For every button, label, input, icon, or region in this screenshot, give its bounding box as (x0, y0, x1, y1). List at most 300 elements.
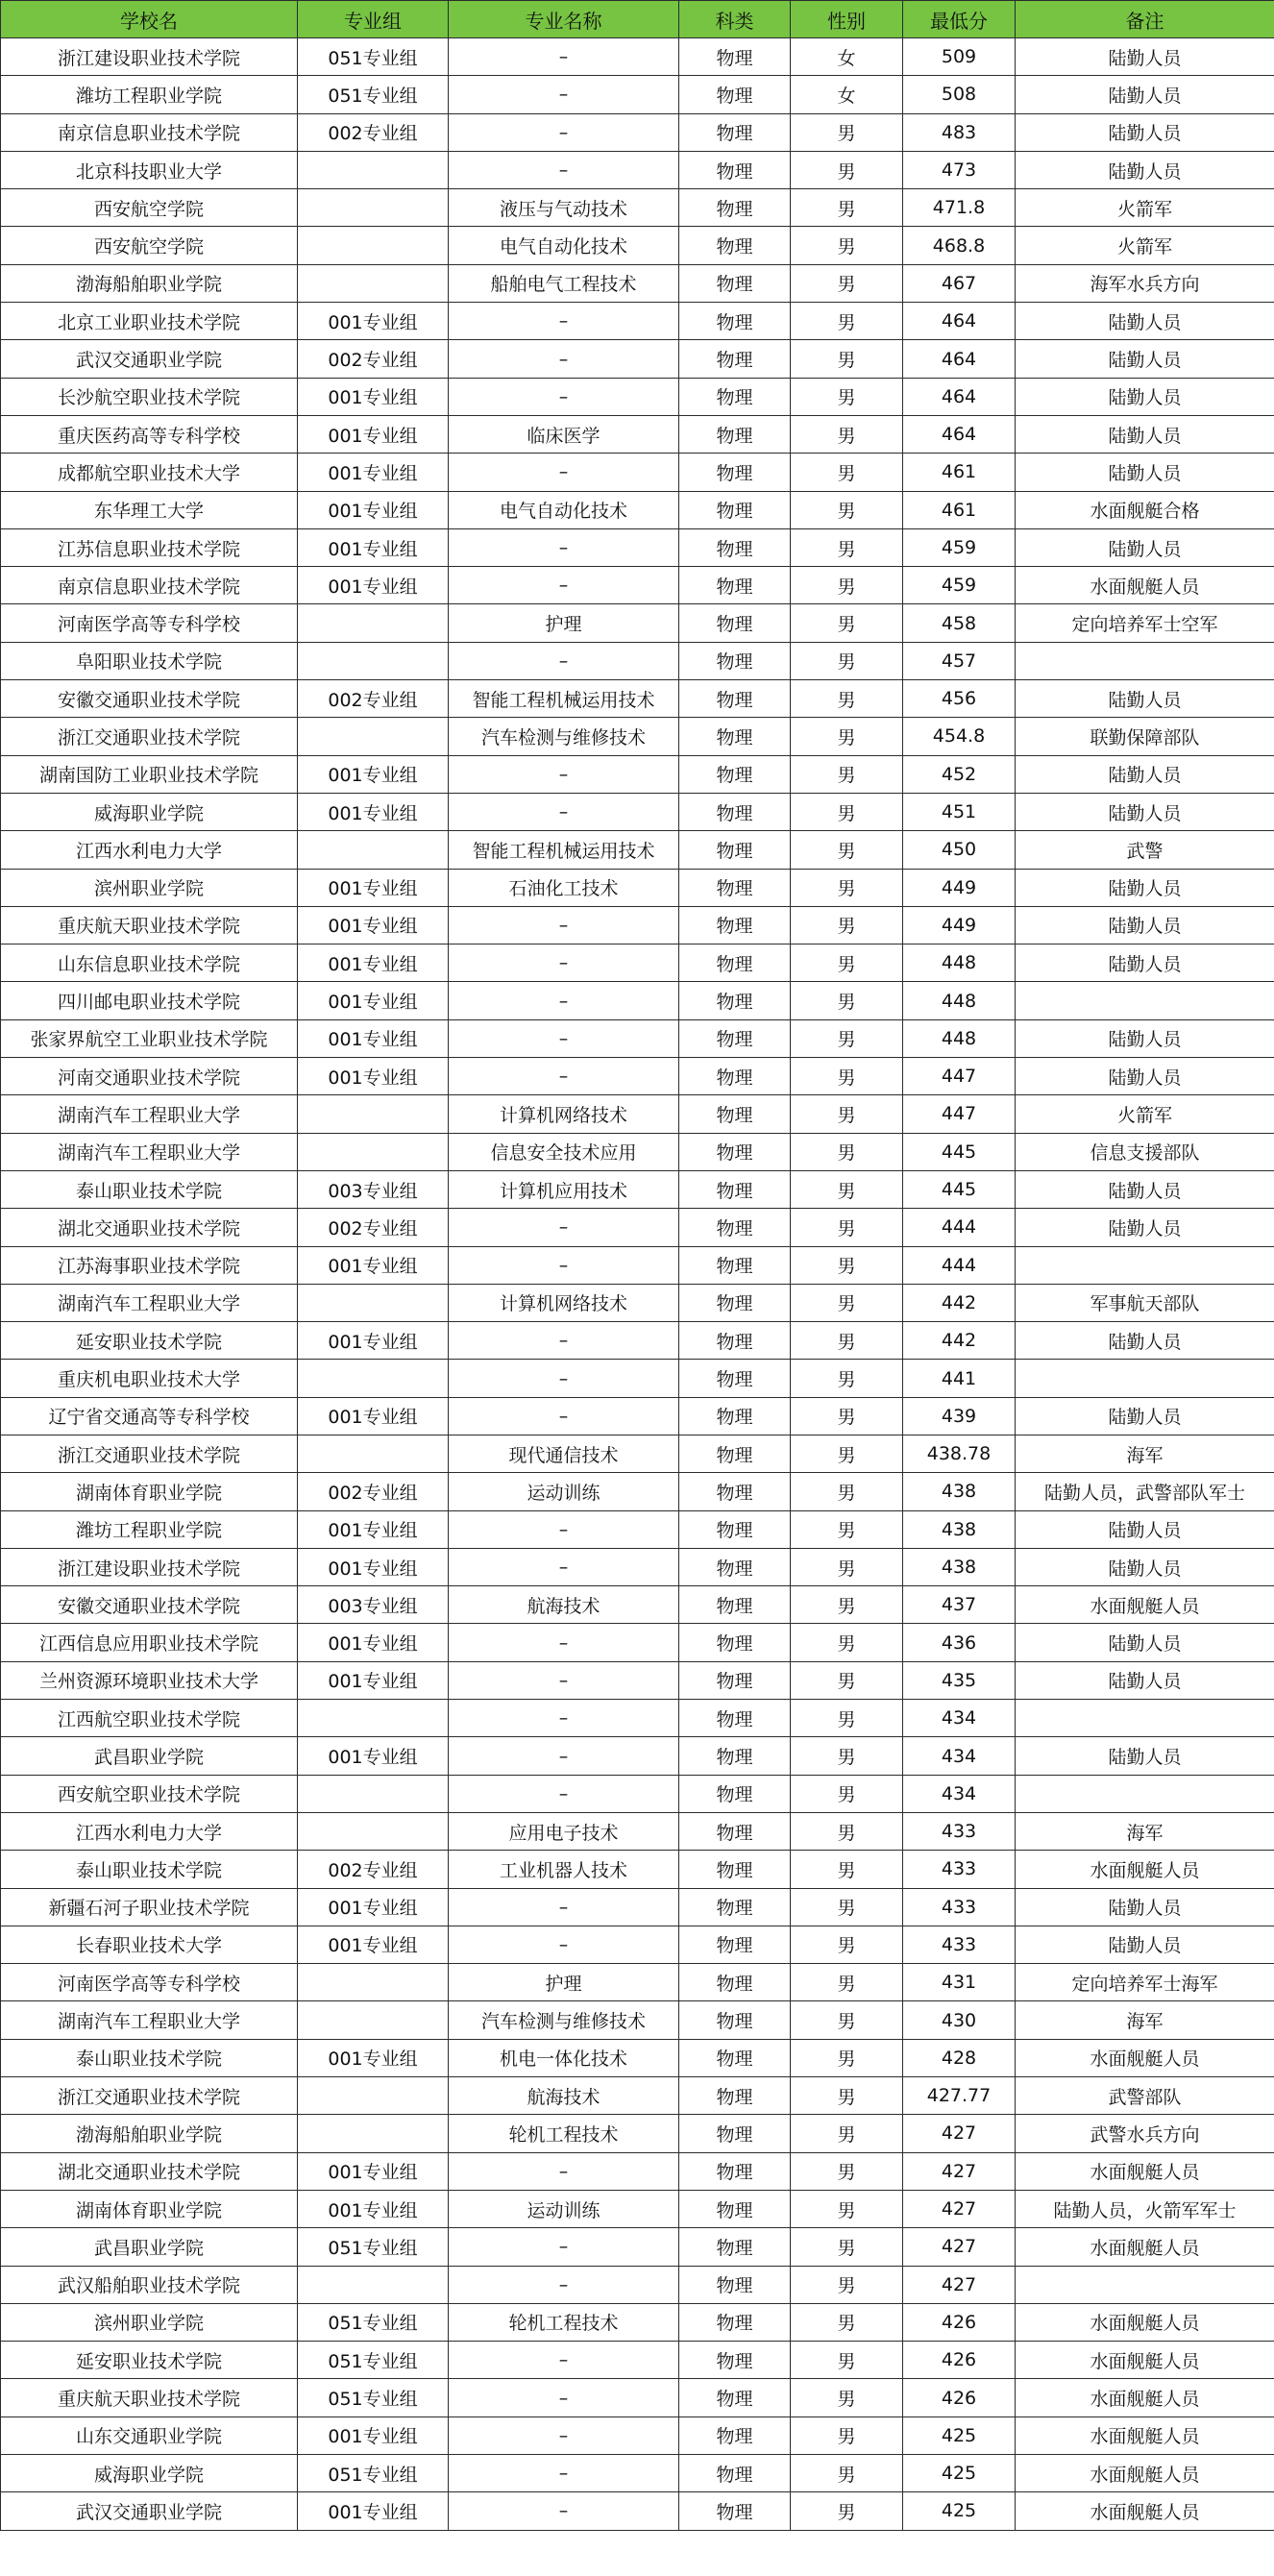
table-row (1, 567, 1274, 604)
cell-min-score: 464 (903, 340, 1016, 378)
cell-major-name: 智能工程机械运用技术 (449, 831, 679, 869)
cell-major-name: 轮机工程技术 (449, 2303, 679, 2341)
cell-major-name: – (449, 906, 679, 944)
table-row (1, 2001, 1274, 2039)
cell-subject: 物理 (679, 718, 791, 755)
cell-school: 重庆医药高等专科学校 (1, 415, 298, 453)
cell-remark: 陆勤人员 (1016, 1624, 1274, 1661)
cell-subject: 物理 (679, 2303, 791, 2341)
cell-major-group: 001专业组 (298, 1397, 449, 1435)
cell-major-name: – (449, 1548, 679, 1585)
cell-school: 江苏海事职业技术学院 (1, 1246, 298, 1284)
cell-remark: 水面舰艇合格 (1016, 491, 1274, 528)
cell-major-group: 051专业组 (298, 2303, 449, 2341)
table-row (1, 945, 1274, 982)
cell-school: 浙江建设职业技术学院 (1, 38, 298, 76)
cell-major-name: – (449, 2342, 679, 2379)
cell-gender: 男 (791, 1209, 903, 1246)
cell-min-score: 430 (903, 2001, 1016, 2039)
cell-school: 南京信息职业技术学院 (1, 567, 298, 604)
cell-min-score: 427 (903, 2266, 1016, 2303)
cell-major-group (298, 1360, 449, 1397)
cell-min-score: 426 (903, 2379, 1016, 2417)
cell-major-group: 002专业组 (298, 1851, 449, 1888)
cell-remark: 陆勤人员 (1016, 793, 1274, 830)
cell-major-name: – (449, 1926, 679, 1963)
cell-gender: 男 (791, 454, 903, 491)
cell-major-name: – (449, 1700, 679, 1737)
cell-school: 湖南汽车工程职业大学 (1, 1095, 298, 1133)
cell-major-name: 电气自动化技术 (449, 227, 679, 264)
cell-gender: 男 (791, 151, 903, 188)
cell-min-score: 434 (903, 1737, 1016, 1775)
cell-school: 浙江建设职业技术学院 (1, 1548, 298, 1585)
cell-remark: 陆勤人员 (1016, 528, 1274, 566)
cell-major-name: – (449, 2266, 679, 2303)
cell-gender: 男 (791, 2266, 903, 2303)
cell-school: 西安航空职业技术学院 (1, 1775, 298, 1812)
cell-major-group (298, 1095, 449, 1133)
table-row (1, 1737, 1274, 1775)
cell-remark: 陆勤人员 (1016, 454, 1274, 491)
cell-gender: 男 (791, 718, 903, 755)
cell-major-group: 002专业组 (298, 113, 449, 151)
table-row (1, 1624, 1274, 1661)
cell-gender: 男 (791, 227, 903, 264)
cell-school: 重庆机电职业技术大学 (1, 1360, 298, 1397)
cell-min-score: 425 (903, 2417, 1016, 2454)
cell-min-score: 431 (903, 1964, 1016, 2001)
cell-gender: 男 (791, 1170, 903, 1208)
cell-remark: 陆勤人员，火箭军军士 (1016, 2190, 1274, 2227)
table-row (1, 1812, 1274, 1850)
cell-min-score: 427 (903, 2115, 1016, 2152)
table-row (1, 378, 1274, 415)
cell-major-group: 001专业组 (298, 1548, 449, 1585)
table-row (1, 869, 1274, 906)
cell-school: 江西信息应用职业技术学院 (1, 1624, 298, 1661)
cell-school: 河南医学高等专科学校 (1, 1964, 298, 2001)
cell-gender: 男 (791, 1926, 903, 1963)
cell-min-score: 449 (903, 869, 1016, 906)
cell-gender: 男 (791, 1737, 903, 1775)
cell-remark: 陆勤人员 (1016, 1661, 1274, 1699)
cell-school: 江苏信息职业技术学院 (1, 528, 298, 566)
table-row (1, 2077, 1274, 2115)
cell-major-group: 001专业组 (298, 2039, 449, 2076)
table-row (1, 1888, 1274, 1926)
cell-min-score: 427 (903, 2228, 1016, 2266)
cell-major-name: – (449, 378, 679, 415)
cell-major-name: – (449, 2492, 679, 2530)
table-row (1, 491, 1274, 528)
cell-major-group: 001专业组 (298, 491, 449, 528)
cell-subject: 物理 (679, 642, 791, 679)
cell-major-group: 001专业组 (298, 1661, 449, 1699)
cell-school: 潍坊工程职业学院 (1, 76, 298, 113)
cell-gender: 男 (791, 831, 903, 869)
cell-subject: 物理 (679, 1812, 791, 1850)
cell-gender: 男 (791, 906, 903, 944)
cell-gender: 男 (791, 1360, 903, 1397)
cell-major-name: 运动训练 (449, 2190, 679, 2227)
table-row (1, 982, 1274, 1019)
cell-major-group (298, 1284, 449, 1321)
cell-gender: 男 (791, 945, 903, 982)
cell-major-group: 001专业组 (298, 454, 449, 491)
cell-major-name: – (449, 303, 679, 340)
cell-subject: 物理 (679, 1284, 791, 1321)
table-row (1, 264, 1274, 302)
table-row (1, 1775, 1274, 1812)
cell-gender: 男 (791, 528, 903, 566)
cell-gender: 男 (791, 642, 903, 679)
cell-school: 渤海船舶职业学院 (1, 264, 298, 302)
cell-subject: 物理 (679, 1133, 791, 1170)
cell-major-group (298, 2077, 449, 2115)
cell-major-name: – (449, 1624, 679, 1661)
cell-gender: 男 (791, 1473, 903, 1510)
cell-remark: 定向培养军士海军 (1016, 1964, 1274, 2001)
cell-min-score: 427 (903, 2190, 1016, 2227)
cell-gender: 男 (791, 1322, 903, 1360)
cell-subject: 物理 (679, 1624, 791, 1661)
cell-remark: 陆勤人员 (1016, 945, 1274, 982)
cell-major-name: – (449, 945, 679, 982)
cell-subject: 物理 (679, 755, 791, 793)
cell-major-name: – (449, 1322, 679, 1360)
cell-major-group: 003专业组 (298, 1586, 449, 1624)
cell-major-group: 051专业组 (298, 2455, 449, 2492)
cell-remark: 陆勤人员 (1016, 1888, 1274, 1926)
cell-gender: 男 (791, 1624, 903, 1661)
cell-subject: 物理 (679, 2152, 791, 2190)
header-major-group: 专业组 (298, 1, 449, 38)
cell-major-group: 001专业组 (298, 2152, 449, 2190)
cell-major-group: 051专业组 (298, 2379, 449, 2417)
cell-major-name: – (449, 1775, 679, 1812)
cell-gender: 男 (791, 1661, 903, 1699)
header-school: 学校名 (1, 1, 298, 38)
cell-subject: 物理 (679, 1397, 791, 1435)
cell-school: 浙江交通职业技术学院 (1, 1435, 298, 1472)
cell-subject: 物理 (679, 2455, 791, 2492)
cell-major-name: – (449, 151, 679, 188)
cell-remark (1016, 1360, 1274, 1397)
cell-school: 延安职业技术学院 (1, 1322, 298, 1360)
cell-major-name: 临床医学 (449, 415, 679, 453)
cell-major-name: – (449, 2455, 679, 2492)
cell-gender: 男 (791, 755, 903, 793)
cell-min-score: 451 (903, 793, 1016, 830)
cell-remark: 水面舰艇人员 (1016, 2417, 1274, 2454)
cell-subject: 物理 (679, 2492, 791, 2530)
cell-gender: 男 (791, 1284, 903, 1321)
header-major-name: 专业名称 (449, 1, 679, 38)
cell-min-score: 434 (903, 1700, 1016, 1737)
cell-min-score: 447 (903, 1095, 1016, 1133)
cell-major-name: 护理 (449, 604, 679, 642)
cell-subject: 物理 (679, 189, 791, 227)
cell-major-name: – (449, 1737, 679, 1775)
cell-major-group: 003专业组 (298, 1170, 449, 1208)
cell-subject: 物理 (679, 1888, 791, 1926)
cell-subject: 物理 (679, 2266, 791, 2303)
cell-major-name: – (449, 1246, 679, 1284)
cell-school: 武昌职业学院 (1, 2228, 298, 2266)
cell-major-group: 051专业组 (298, 2342, 449, 2379)
cell-major-group (298, 151, 449, 188)
cell-major-group: 002专业组 (298, 1209, 449, 1246)
cell-major-name: – (449, 2152, 679, 2190)
cell-gender: 男 (791, 303, 903, 340)
cell-school: 辽宁省交通高等专科学校 (1, 1397, 298, 1435)
cell-gender: 男 (791, 2077, 903, 2115)
cell-gender: 男 (791, 2492, 903, 2530)
cell-gender: 男 (791, 2152, 903, 2190)
cell-min-score: 438 (903, 1548, 1016, 1585)
cell-min-score: 450 (903, 831, 1016, 869)
cell-remark: 陆勤人员 (1016, 151, 1274, 188)
cell-subject: 物理 (679, 1548, 791, 1585)
cell-major-name: 运动训练 (449, 1473, 679, 1510)
cell-subject: 物理 (679, 227, 791, 264)
cell-min-score: 464 (903, 303, 1016, 340)
cell-subject: 物理 (679, 1322, 791, 1360)
cell-school: 山东交通职业学院 (1, 2417, 298, 2454)
table-header (1, 1, 1274, 38)
cell-remark: 陆勤人员 (1016, 1058, 1274, 1095)
cell-subject: 物理 (679, 1170, 791, 1208)
cell-gender: 男 (791, 1775, 903, 1812)
cell-min-score: 473 (903, 151, 1016, 188)
cell-major-name: 计算机网络技术 (449, 1284, 679, 1321)
cell-remark: 军事航天部队 (1016, 1284, 1274, 1321)
cell-remark: 水面舰艇人员 (1016, 567, 1274, 604)
cell-remark: 陆勤人员 (1016, 680, 1274, 718)
cell-min-score: 441 (903, 1360, 1016, 1397)
cell-subject: 物理 (679, 1209, 791, 1246)
cell-gender: 男 (791, 1586, 903, 1624)
cell-remark: 陆勤人员 (1016, 340, 1274, 378)
cell-gender: 男 (791, 1095, 903, 1133)
cell-remark: 武警部队 (1016, 2077, 1274, 2115)
cell-major-group: 001专业组 (298, 2190, 449, 2227)
cell-min-score: 461 (903, 491, 1016, 528)
cell-major-name: 石油化工技术 (449, 869, 679, 906)
cell-min-score: 433 (903, 1926, 1016, 1963)
cell-remark: 水面舰艇人员 (1016, 2455, 1274, 2492)
cell-remark: 陆勤人员 (1016, 1170, 1274, 1208)
cell-school: 潍坊工程职业学院 (1, 1510, 298, 1548)
cell-gender: 男 (791, 567, 903, 604)
cell-remark (1016, 642, 1274, 679)
cell-major-name: – (449, 76, 679, 113)
cell-major-name: – (449, 1397, 679, 1435)
cell-school: 武汉交通职业学院 (1, 340, 298, 378)
cell-major-name: – (449, 1209, 679, 1246)
cell-subject: 物理 (679, 982, 791, 1019)
cell-gender: 女 (791, 38, 903, 76)
cell-min-score: 509 (903, 38, 1016, 76)
cell-school: 东华理工大学 (1, 491, 298, 528)
cell-subject: 物理 (679, 1586, 791, 1624)
cell-major-name: – (449, 1661, 679, 1699)
cell-subject: 物理 (679, 2379, 791, 2417)
cell-major-name: 液压与气动技术 (449, 189, 679, 227)
cell-major-group (298, 264, 449, 302)
table-row (1, 2492, 1274, 2530)
table-row (1, 1284, 1274, 1321)
cell-remark (1016, 1775, 1274, 1812)
table-row (1, 1851, 1274, 1888)
cell-major-name: – (449, 454, 679, 491)
cell-school: 浙江交通职业技术学院 (1, 718, 298, 755)
cell-major-group: 002专业组 (298, 1473, 449, 1510)
cell-school: 新疆石河子职业技术学院 (1, 1888, 298, 1926)
cell-gender: 男 (791, 680, 903, 718)
cell-remark: 陆勤人员 (1016, 378, 1274, 415)
cell-min-score: 459 (903, 528, 1016, 566)
cell-subject: 物理 (679, 2417, 791, 2454)
cell-school: 湖南汽车工程职业大学 (1, 1284, 298, 1321)
table-row (1, 680, 1274, 718)
cell-gender: 男 (791, 1964, 903, 2001)
cell-gender: 男 (791, 2417, 903, 2454)
cell-gender: 男 (791, 2039, 903, 2076)
cell-major-name: – (449, 113, 679, 151)
table-row (1, 2455, 1274, 2492)
cell-major-name: 航海技术 (449, 2077, 679, 2115)
cell-gender: 男 (791, 2190, 903, 2227)
cell-major-group: 001专业组 (298, 945, 449, 982)
cell-min-score: 442 (903, 1284, 1016, 1321)
cell-remark: 陆勤人员 (1016, 1019, 1274, 1057)
cell-remark (1016, 1700, 1274, 1737)
cell-major-group: 001专业组 (298, 1737, 449, 1775)
cell-school: 安徽交通职业技术学院 (1, 1586, 298, 1624)
cell-gender: 男 (791, 982, 903, 1019)
cell-major-name: 轮机工程技术 (449, 2115, 679, 2152)
header-subject: 科类 (679, 1, 791, 38)
cell-min-score: 445 (903, 1133, 1016, 1170)
cell-major-name: – (449, 1888, 679, 1926)
cell-remark: 水面舰艇人员 (1016, 2492, 1274, 2530)
cell-major-group (298, 604, 449, 642)
cell-min-score: 459 (903, 567, 1016, 604)
cell-major-name: 机电一体化技术 (449, 2039, 679, 2076)
cell-remark: 陆勤人员 (1016, 906, 1274, 944)
table-row (1, 2379, 1274, 2417)
cell-min-score: 456 (903, 680, 1016, 718)
cell-school: 北京科技职业大学 (1, 151, 298, 188)
cell-gender: 女 (791, 76, 903, 113)
cell-school: 重庆航天职业技术学院 (1, 906, 298, 944)
cell-major-group: 001专业组 (298, 755, 449, 793)
table-row (1, 340, 1274, 378)
cell-remark: 联勤保障部队 (1016, 718, 1274, 755)
cell-subject: 物理 (679, 1473, 791, 1510)
cell-min-score: 427.77 (903, 2077, 1016, 2115)
cell-min-score: 442 (903, 1322, 1016, 1360)
cell-remark: 水面舰艇人员 (1016, 2228, 1274, 2266)
cell-school: 武昌职业学院 (1, 1737, 298, 1775)
cell-min-score: 454.8 (903, 718, 1016, 755)
cell-subject: 物理 (679, 378, 791, 415)
cell-gender: 男 (791, 2379, 903, 2417)
cell-gender: 男 (791, 1888, 903, 1926)
cell-school: 湖南汽车工程职业大学 (1, 1133, 298, 1170)
cell-remark: 海军 (1016, 1435, 1274, 1472)
table-row (1, 1964, 1274, 2001)
cell-school: 延安职业技术学院 (1, 2342, 298, 2379)
cell-major-group (298, 2266, 449, 2303)
cell-major-name: – (449, 755, 679, 793)
cell-subject: 物理 (679, 567, 791, 604)
table-row (1, 1548, 1274, 1585)
cell-school: 威海职业学院 (1, 2455, 298, 2492)
cell-subject: 物理 (679, 415, 791, 453)
table-row (1, 1661, 1274, 1699)
cell-major-name: 工业机器人技术 (449, 1851, 679, 1888)
cell-subject: 物理 (679, 1095, 791, 1133)
cell-major-group (298, 1435, 449, 1472)
cell-min-score: 444 (903, 1246, 1016, 1284)
cell-subject: 物理 (679, 454, 791, 491)
cell-remark: 水面舰艇人员 (1016, 2152, 1274, 2190)
cell-school: 浙江交通职业技术学院 (1, 2077, 298, 2115)
cell-gender: 男 (791, 491, 903, 528)
cell-subject: 物理 (679, 831, 791, 869)
cell-remark: 陆勤人员 (1016, 303, 1274, 340)
cell-major-name: 计算机应用技术 (449, 1170, 679, 1208)
cell-gender: 男 (791, 1133, 903, 1170)
cell-subject: 物理 (679, 76, 791, 113)
table-row (1, 113, 1274, 151)
cell-school: 西安航空学院 (1, 189, 298, 227)
table-row (1, 227, 1274, 264)
cell-min-score: 436 (903, 1624, 1016, 1661)
cell-min-score: 434 (903, 1775, 1016, 1812)
cell-school: 湖北交通职业技术学院 (1, 1209, 298, 1246)
cell-remark: 水面舰艇人员 (1016, 1586, 1274, 1624)
header-row (1, 1, 1274, 38)
cell-gender: 男 (791, 340, 903, 378)
cell-school: 南京信息职业技术学院 (1, 113, 298, 151)
cell-major-group (298, 1775, 449, 1812)
cell-major-group: 001专业组 (298, 1322, 449, 1360)
cell-subject: 物理 (679, 151, 791, 188)
cell-remark: 定向培养军士空军 (1016, 604, 1274, 642)
cell-school: 滨州职业学院 (1, 869, 298, 906)
cell-major-name: – (449, 567, 679, 604)
cell-min-score: 458 (903, 604, 1016, 642)
cell-major-group: 001专业组 (298, 1510, 449, 1548)
cell-min-score: 439 (903, 1397, 1016, 1435)
cell-school: 兰州资源环境职业技术大学 (1, 1661, 298, 1699)
cell-major-name: 汽车检测与维修技术 (449, 718, 679, 755)
cell-min-score: 464 (903, 378, 1016, 415)
table-row (1, 1397, 1274, 1435)
cell-subject: 物理 (679, 491, 791, 528)
cell-remark (1016, 982, 1274, 1019)
table-row (1, 1058, 1274, 1095)
cell-major-group: 002专业组 (298, 680, 449, 718)
cell-gender: 男 (791, 1435, 903, 1472)
table-row (1, 642, 1274, 679)
cell-major-group (298, 1700, 449, 1737)
cell-subject: 物理 (679, 38, 791, 76)
